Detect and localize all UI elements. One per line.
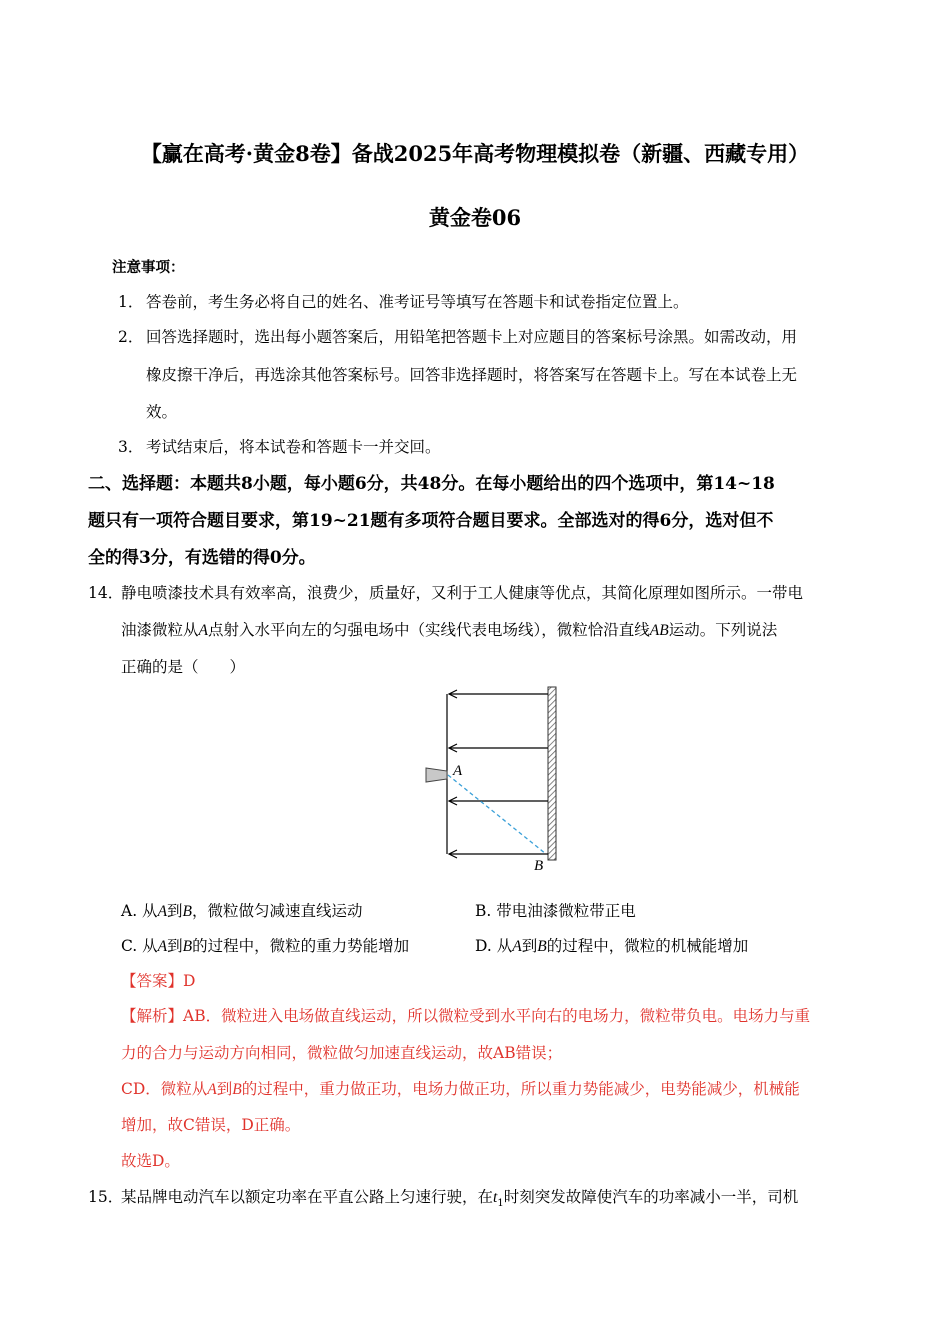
label-A: A <box>453 763 463 779</box>
question-14-line-2: 油漆微粒从A点射入水平向左的匀强电场中（实线代表电场线），微粒恰沿直线AB运动。下列说法 <box>121 621 778 639</box>
analysis-line-3: CD．微粒从A到B的过程中，重力做正功，电场力做正功，所以重力势能减少，电势能减少，机械能 <box>121 1080 800 1098</box>
label-B: B <box>534 858 544 870</box>
notice-item-1-num: 1． <box>118 293 144 311</box>
spray-nozzle-icon <box>426 768 447 782</box>
path-AB <box>448 775 546 854</box>
question-15-number: 15． <box>88 1188 124 1206</box>
field-lines <box>449 690 548 858</box>
question-14-line-1: 静电喷漆技术具有效率高，浪费少，质量好，又利于工人健康等优点，其简化原理如图所示。一带电 <box>121 584 804 602</box>
notice-heading: 注意事项： <box>112 259 185 276</box>
analysis-line-5: 故选D。 <box>121 1152 180 1170</box>
option-b: B. 带电油漆微粒带正电 <box>475 902 636 920</box>
page-title: 【赢在高考·黄金8卷】备战2025年高考物理模拟卷（新疆、西藏专用） <box>140 141 810 166</box>
page-subtitle: 黄金卷06 <box>428 205 522 230</box>
answer: 【答案】D <box>121 972 196 990</box>
notice-item-2-line-3: 效。 <box>146 403 178 421</box>
section-heading-line-2: 题只有一项符合题目要求，第19~21题有多项符合题目要求。全部选对的得6分，选对但不 <box>88 511 774 531</box>
notice-item-1: 答卷前，考生务必将自己的姓名、准考证号等填写在答题卡和试卷指定位置上。 <box>146 293 689 311</box>
plate <box>548 687 556 860</box>
question-14-number: 14． <box>88 584 124 602</box>
notice-item-2-line-2: 橡皮擦干净后，再选涂其他答案标号。回答非选择题时，将答案写在答题卡上。写在本试卷上无 <box>146 366 798 384</box>
section-heading-line-1: 二、选择题：本题共8小题，每小题6分，共48分。在每小题给出的四个选项中，第14~18 <box>88 474 775 494</box>
analysis-line-1: 【解析】AB．微粒进入电场做直线运动，所以微粒受到水平向右的电场力，微粒带负电。电场力与重 <box>121 1007 811 1025</box>
analysis-line-4: 增加，故C错误，D正确。 <box>121 1116 301 1134</box>
notice-item-3-num: 3． <box>118 438 144 456</box>
option-c: C. 从A到B的过程中，微粒的重力势能增加 <box>121 937 410 955</box>
electric-field-figure <box>420 682 570 870</box>
question-14-line-3: 正确的是（ ） <box>121 658 246 676</box>
question-15-line-1: 某品牌电动汽车以额定功率在平直公路上匀速行驶，在$t_1$时刻突发故障使汽车的功率减小一半，司机 <box>121 1188 799 1210</box>
notice-item-2-num: 2． <box>118 328 144 346</box>
option-d: D. 从A到B的过程中，微粒的机械能增加 <box>475 937 749 955</box>
analysis-line-2: 力的合力与运动方向相同，微粒做匀加速直线运动，故AB错误； <box>121 1044 563 1062</box>
notice-item-2-line-1: 回答选择题时，选出每小题答案后，用铅笔把答题卡上对应题目的答案标号涂黑。如需改动，用 <box>146 328 798 346</box>
option-a: A. 从A到B，微粒做匀减速直线运动 <box>121 902 363 920</box>
notice-item-3: 考试结束后，将本试卷和答题卡一并交回。 <box>146 438 441 456</box>
section-heading-line-3: 全的得3分，有选错的得0分。 <box>88 548 316 568</box>
